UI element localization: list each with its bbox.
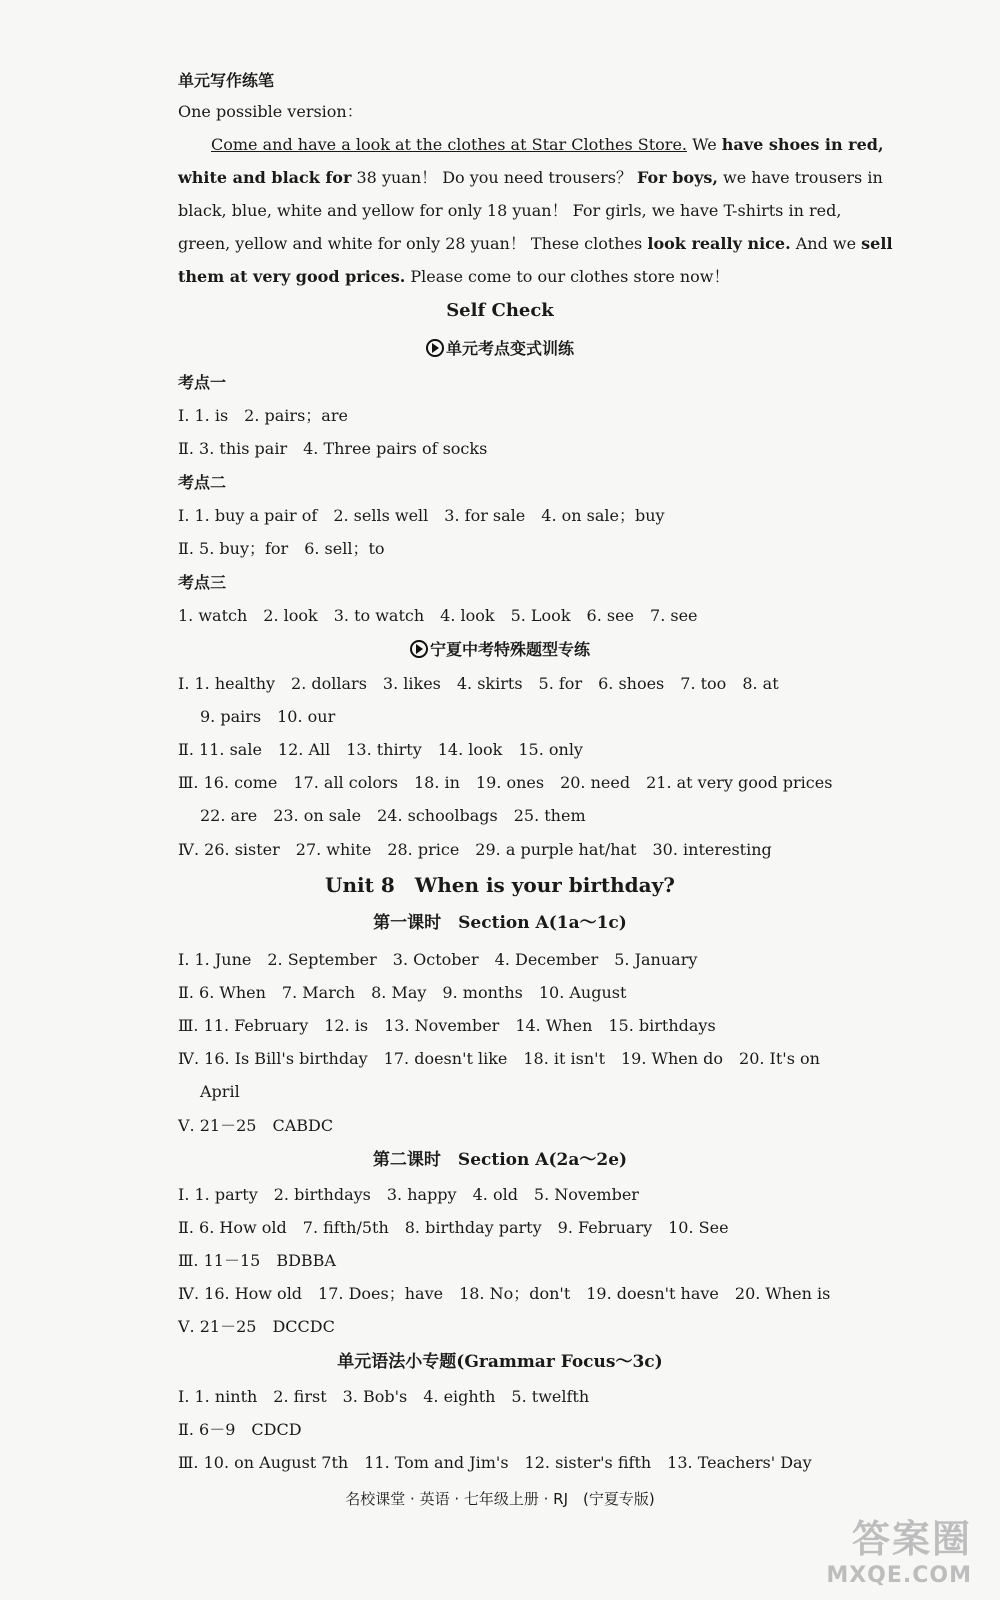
writing-bold: have shoes in red, [721,135,884,154]
answer-line: Ⅳ. 26. sister 27. white 28. price 29. a purple hat/hat 30. interesting [178,840,772,859]
answer-line: Ⅳ. 16. Is Bill's birthday 17. doesn't like 18. it isn't 19. When do 20. It's on [178,1049,820,1068]
subsection-label: 单元考点变式训练 [445,339,574,358]
selfcheck-sub1 [0,338,1000,360]
answer-line: Ⅰ. 1. healthy 2. dollars 3. likes 4. skirts 5. for 6. shoes 7. too 8. at [178,674,779,693]
writing-bold: sell [861,234,893,253]
answer-line: Ⅱ. 6－9 CDCD [178,1420,302,1439]
selfcheck-title: Self Check [446,300,554,321]
watermark-line2: MXQE.COM [826,1563,972,1588]
writing-line-1 [211,134,884,156]
watermark-logo [826,1508,972,1588]
answer-line: Ⅰ. 1. June 2. September 3. October 4. December 5. January [178,950,698,969]
writing-text: We [687,135,722,154]
section-title: 第一课时 Section A(1a～1c) [373,913,627,933]
writing-bold: For boys, [637,168,718,187]
subsection-label: 宁夏中考特殊题型专练 [429,640,590,659]
writing-underlined: Come and have a look at the clothes at Star Clothes Store. [211,135,687,154]
writing-text: 38 yuan！ Do you need trousers？ [351,168,638,187]
kaodian-2: 考点二 [178,473,227,492]
play-icon [426,339,444,357]
answer-line: Ⅲ. 16. come 17. all colors 18. in 19. ones 20. need 21. at very good prices [178,773,833,792]
writing-intro: One possible version： [178,102,363,121]
writing-text: And we [790,234,862,253]
answer-line: 22. are 23. on sale 24. schoolbags 25. them [200,806,586,825]
selfcheck-sub2 [0,639,1000,661]
answer-line: Ⅴ. 21－25 DCCDC [178,1317,335,1336]
answer-line: Ⅲ. 10. on August 7th 11. Tom and Jim's 12. sister's fifth 13. Teachers' Day [178,1453,812,1472]
writing-bold: look really nice. [647,234,791,253]
answer-line: Ⅳ. 16. How old 17. Does；have 18. No；don't 19. doesn't have 20. When is [178,1284,831,1303]
writing-line-5 [178,266,730,288]
answer-line: 9. pairs 10. our [200,707,336,726]
writing-bold: them at very good prices. [178,267,406,286]
answer-line: Ⅱ. 11. sale 12. All 13. thirty 14. look 15. only [178,740,583,759]
answer-line: Ⅲ. 11. February 12. is 13. November 14. When 15. birthdays [178,1016,716,1035]
writing-text: Please come to our clothes store now！ [405,267,730,286]
answer-line: Ⅴ. 21－25 CABDC [178,1116,334,1135]
writing-line-3: black, blue, white and yellow for only 18 yuan！ For girls, we have T-shirts in red, [178,201,842,220]
writing-text: green, yellow and white for only 28 yuan！ These clothes [178,234,648,253]
page-footer: 名校课堂 · 英语 · 七年级上册 · RJ (宁夏专版) [345,1490,655,1508]
answer-line: 1. watch 2. look 3. to watch 4. look 5. Look 6. see 7. see [178,606,698,625]
kaodian-3: 考点三 [178,573,227,592]
writing-line-4 [178,233,893,255]
answer-line: Ⅰ. 1. party 2. birthdays 3. happy 4. old 5. November [178,1185,639,1204]
answer-line: Ⅲ. 11－15 BDBBA [178,1251,336,1270]
answer-line: April [200,1082,240,1101]
answer-line: Ⅰ. 1. buy a pair of 2. sells well 3. for sale 4. on sale；buy [178,506,665,525]
section-title: 单元语法小专题(Grammar Focus～3c) [337,1352,663,1372]
writing-heading: 单元写作练笔 [178,71,275,90]
section-title: 第二课时 Section A(2a～2e) [372,1150,628,1170]
kaodian-1: 考点一 [178,373,227,392]
writing-line-2 [178,167,883,189]
answer-line: Ⅱ. 6. When 7. March 8. May 9. months 10. August [178,983,627,1002]
answer-line: Ⅰ. 1. ninth 2. first 3. Bob's 4. eighth 5. twelfth [178,1387,590,1406]
unit-title: Unit 8 When is your birthday? [325,873,675,897]
writing-text: we have trousers in [717,168,883,187]
answer-line: Ⅱ. 3. this pair 4. Three pairs of socks [178,439,488,458]
writing-bold: white and black for [178,168,352,187]
play-icon [410,640,428,658]
answer-line: Ⅱ. 6. How old 7. fifth/5th 8. birthday party 9. February 10. See [178,1218,729,1237]
answer-line: Ⅰ. 1. is 2. pairs；are [178,406,348,425]
watermark-line1: 答案圈 [851,1517,972,1561]
answer-line: Ⅱ. 5. buy；for 6. sell；to [178,539,385,558]
